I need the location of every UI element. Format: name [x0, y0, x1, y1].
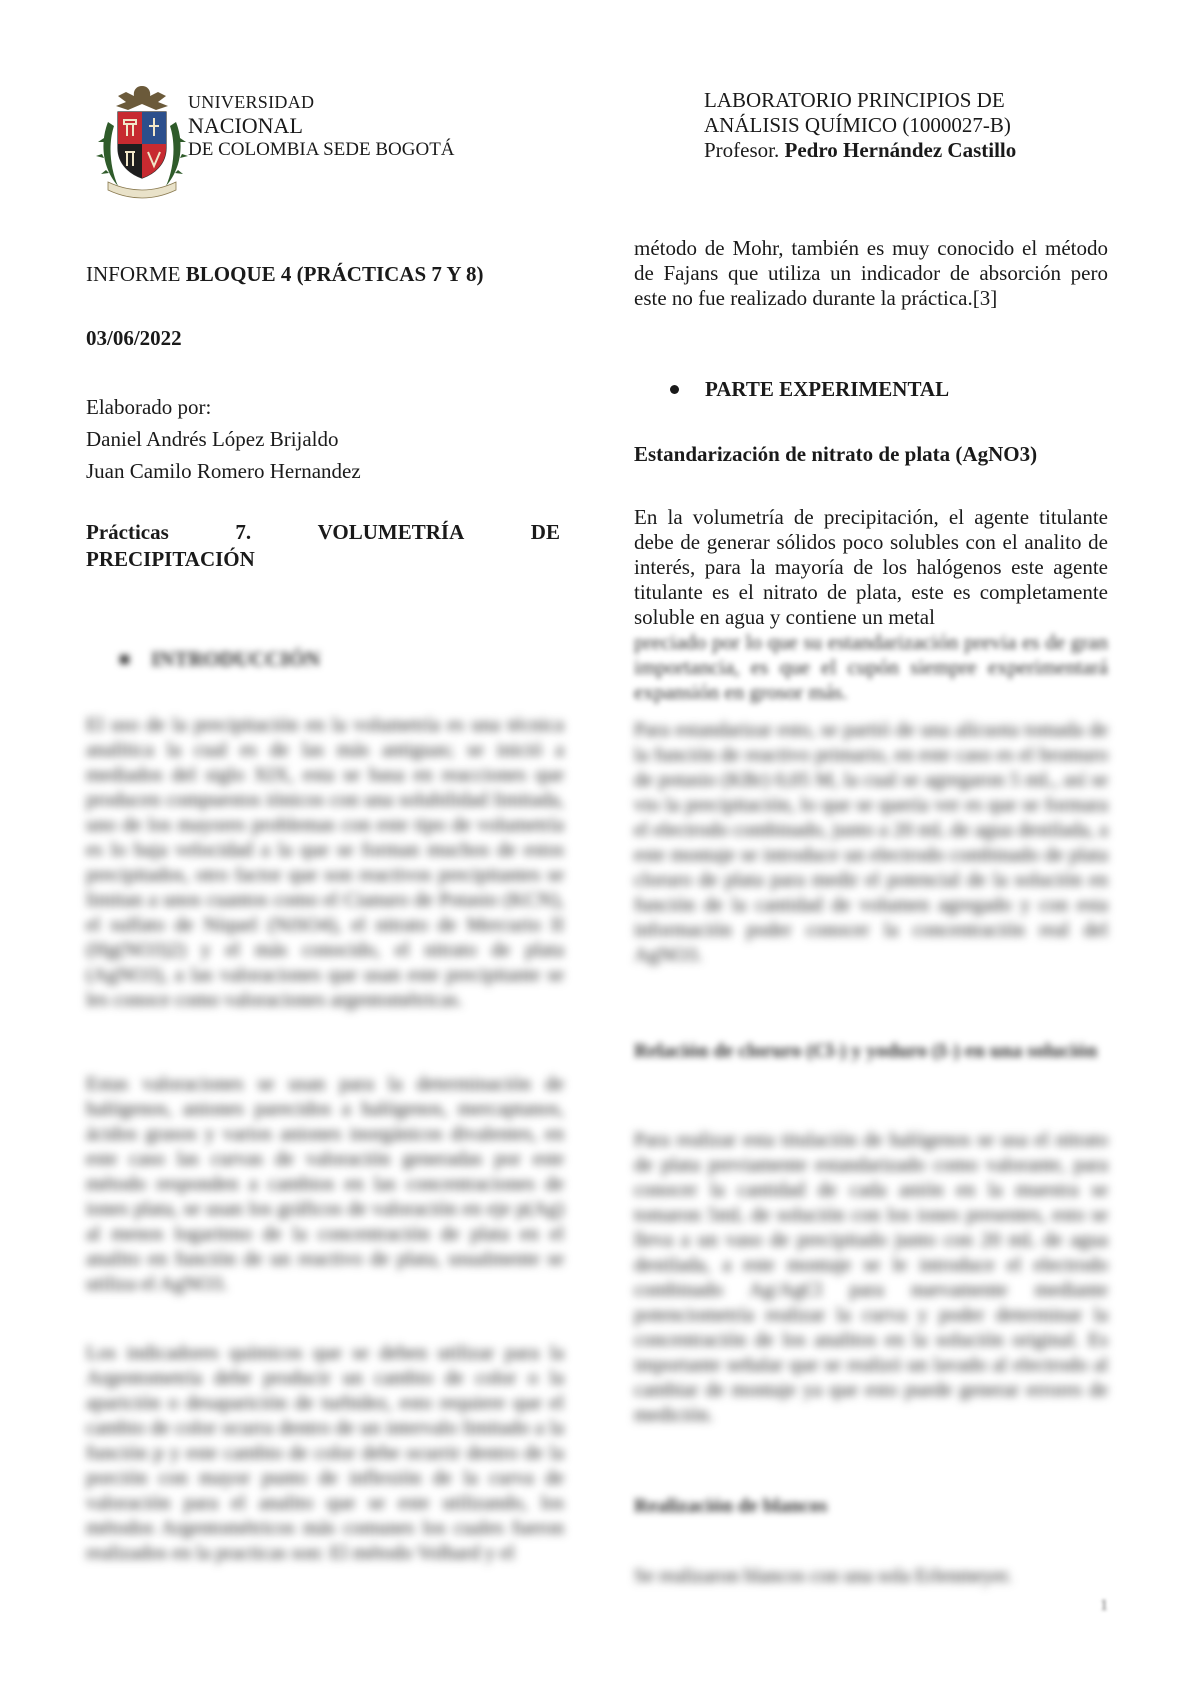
university-line-2: NACIONAL — [188, 113, 303, 138]
practice-title-word: VOLUMETRÍA — [317, 520, 465, 544]
professor-label: Profesor. — [704, 138, 780, 162]
practice-title-word: 7. — [235, 520, 252, 544]
practice-title — [86, 519, 560, 573]
continued-paragraph: método de Mohr, también es muy conocido el método de Fajans que utiliza un indicador de absorción pero este no fue realizado durante la práctica.[3] — [634, 236, 1108, 310]
introduction-heading-text: INTRODUCCIÓN — [151, 647, 321, 671]
author-name: Daniel Andrés López Brijaldo — [86, 427, 339, 451]
elaborated-by-label: Elaborado por: — [86, 395, 212, 419]
square-bullet-icon — [120, 655, 129, 664]
report-title — [86, 262, 483, 287]
blanks-heading: Realización de blancos — [634, 1495, 828, 1517]
report-date: 03/06/2022 — [86, 326, 182, 350]
experimental-heading — [670, 377, 949, 402]
introduction-paragraph-2: Estas valoraciones se usan para la determinación de halógenos, aniones parecidos a halógenos, mercaptanos, ácidos grasos y varios aniones inorgánicos divalentes, en este caso las curvas de valoración generadas por este método responden a cambios en las concentraciones de iones plata, se usan los gráficos de valoración en eje p(Ag) al menos logaritmo de la concentración de plata en el analito en función de un reactivo de plata, usualmente se utiliza el AgNO3. — [86, 1073, 564, 1295]
author-name: Juan Camilo Romero Hernandez — [86, 459, 361, 483]
standardization-paragraph-2: Para estandarizar esto, se partió de una alícuota tomada de la función de reactivo primario, en este caso es el bromuro de potasio (KBr) 0,05 M, la cual se agregaron 5 mL, así se vio la precipitación, lo que se quería ver es que se formara el electrodo combinado, junto a 20 mL de agua destilada, a este montaje se introduce un electrodo combinado de plata cloruro de plata para medir el potencial de la solución en función de la cantidad de volumen agregado y con esta información poder conocer la concentración real del AgNO3. — [634, 719, 1108, 966]
page-number: 1 — [1100, 1597, 1108, 1614]
standardization-paragraph-blurred: preciado por lo que su estandarización previa es de gran importancia, es que el cupón siempre experimentará expansión en grosor más. — [634, 630, 1108, 704]
chloride-iodide-heading: Relación de cloruro (Cl-) y yoduro (I-) en una solución — [634, 1040, 1098, 1062]
introduction-heading — [120, 647, 320, 672]
authors-block — [86, 391, 361, 487]
chloride-iodide-paragraph: Para realizar esta titulación de halógenos se usa el nitrato de plata previamente estandarizado como valorante, para conocer la cantidad de cada anión en la muestra se tomaron 5mL de solución con los iones presentes, esto se lleva a un vaso de precipitado junto con 20 mL de agua destilada, a este montaje se le introduce el electrodo combinado Ag/AgCl para nuevamente mediante potenciometría realizar la curva y poder determinar la concentración de los analitos en la solución original. Es importante señalar que se realizó un lavado al electrodo al cambiar de montaje ya que esto puede generar errores de medición. — [634, 1129, 1108, 1426]
standardization-paragraph: En la volumetría de precipitación, el agente titulante debe de generar sólidos poco solubles con el analito de interés, para la mayoría de los halógenos este agente titulante es el nitrato de plata, este es completamente soluble en agua y contiene un metal — [634, 505, 1108, 629]
practice-title-word: DE — [530, 520, 560, 544]
introduction-paragraph-1: El uso de la precipitación en la volumetría es una técnica analítica la cual es de las más antiguas; se inició a mediados del siglo XIX, esta se basa en reacciones que producen compuestos iónicos con una solubilidad limitada, uno de los mayores problemas con este tipo de volumetría es lo baja velocidad a la que se forman muchos de estos precipitados, otro factor que son reactivos precipitantes se limitan a unos cuantos como el Cianuro de Potasio (KCN), el sulfato de Níquel (NiSO4), el nitrato de Mercurio II (Hg(NO3)2) y el más conocido, el nitrato de plata (AgNO3), a las valoraciones que usan este precipitante se les conoce como valoraciones argentométricas. — [86, 714, 564, 1011]
blanks-paragraph: Se realizaron blancos con una sola Erlenmeyer. — [634, 1565, 1013, 1587]
lab-title-line-2: ANÁLISIS QUÍMICO (1000027-B) — [704, 113, 1011, 137]
practice-title-word: Prácticas — [86, 520, 169, 544]
experimental-heading-text: PARTE EXPERIMENTAL — [705, 377, 950, 401]
university-line-3: DE COLOMBIA SEDE BOGOTÁ — [188, 139, 455, 160]
university-name — [188, 93, 455, 159]
introduction-paragraph-3: Los indicadores químicos que se deben utilizar para la Argentometría debe producir un cambio de color o la aparición o desaparición de turbidez, esto requiere que el cambio de color ocurra dentro de un intervalo limitado a la función p y este cambio de color debe ocurrir dentro de la porción con mayor punto de inflexión de la curva de valoración para el analito que se este utilizando, los métodos Argentométricos más comunes los cuales fueron realizados en la practicas son: El método Volhard y el — [86, 1342, 564, 1564]
report-block: BLOQUE 4 (PRÁCTICAS 7 Y 8) — [185, 262, 484, 286]
university-crest-logo — [96, 82, 188, 200]
professor-name: Pedro Hernández Castillo — [784, 138, 1017, 162]
professor-line — [704, 138, 1016, 163]
standardization-heading: Estandarización de nitrato de plata (AgNO3) — [634, 442, 1038, 466]
lab-header — [704, 88, 1016, 163]
round-bullet-icon — [670, 385, 679, 394]
practice-title-line-2: PRECIPITACIÓN — [86, 547, 255, 571]
report-label: INFORME — [86, 262, 186, 286]
university-line-1: UNIVERSIDAD — [188, 92, 315, 112]
lab-title-line-1: LABORATORIO PRINCIPIOS DE — [704, 88, 1005, 112]
